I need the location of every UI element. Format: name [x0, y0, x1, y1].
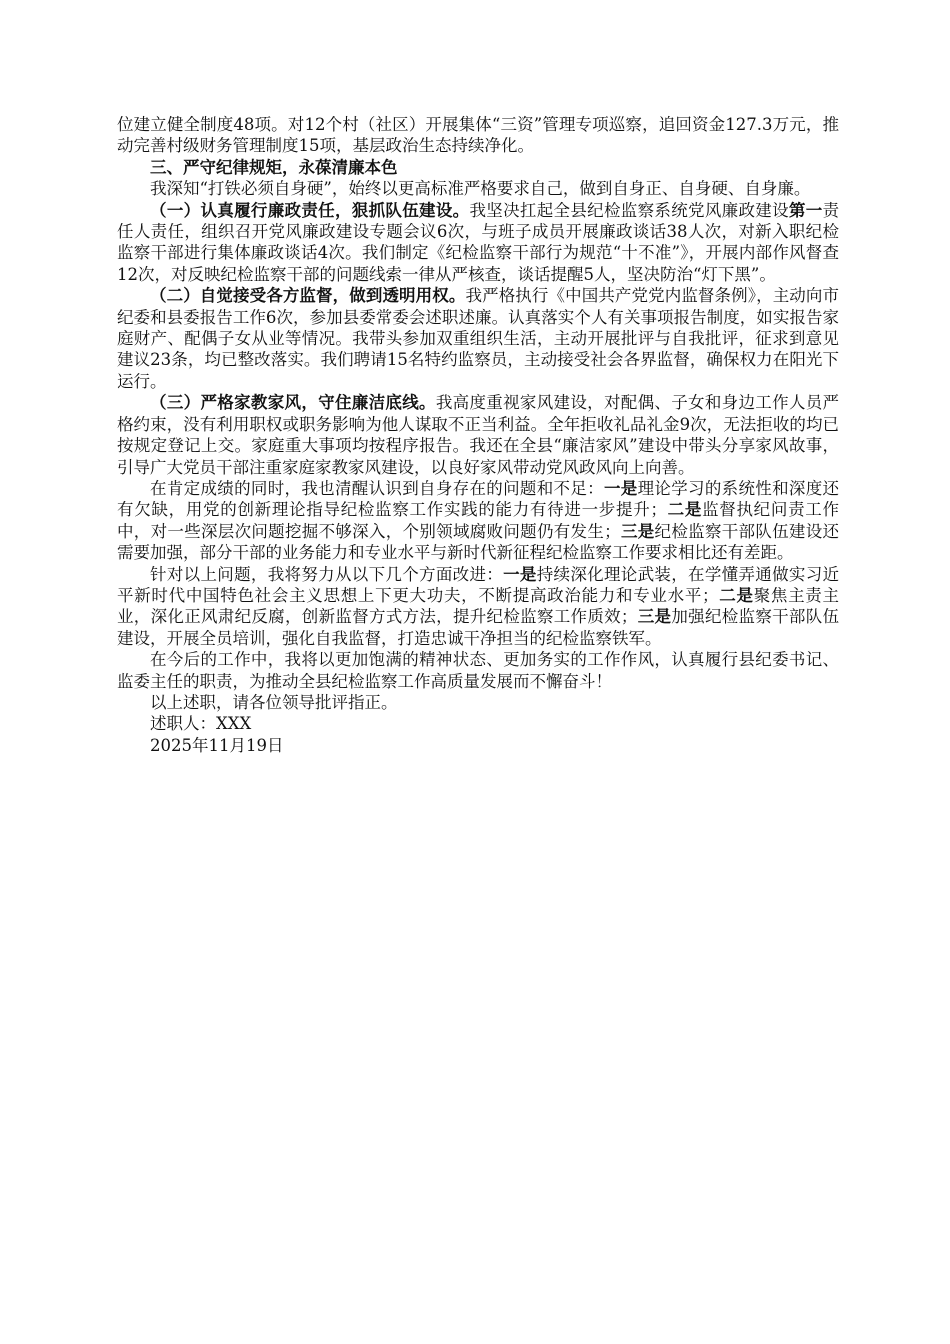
subsection-3-body: 我高度重视家风建设，对配偶、子女和身边工作人员严格约束，没有利用职权或职务影响为他人谋取不正当利益。全年拒收礼品礼金9次，无法拒收的均已按规定登记上交。家庭重大事项均按程序报告。我还在全县“廉洁家风”建设中带头分享家风故事，引导广大党员干部注重家庭家教家风建设，以良好家风带动党风政风向上向善。	[117, 393, 839, 477]
improvements-key-3: 三是	[637, 607, 672, 627]
improvements-item-1: 持续深化理论武装，在学懂弄通做实习近平新时代中国特色社会主义思想上下更大功夫，不断提高政治能力和专业水平；	[117, 564, 839, 605]
paragraph-subsection-2	[117, 285, 839, 392]
subsection-1-emphasis: 第一	[788, 200, 823, 220]
paragraph-continuation: 位建立健全制度48项。对12个村（社区）开展集体“三资”管理专项巡察，追回资金127.3万元，推动完善村级财务管理制度15项，基层政治生态持续净化。	[117, 115, 839, 156]
subsection-3-title: （三）严格家教家风，守住廉洁底线。	[150, 393, 436, 413]
improvements-key-2: 二是	[718, 585, 754, 605]
date-line: 2025年11月19日	[150, 735, 284, 755]
improvements-intro: 针对以上问题，我将努力从以下几个方面改进：	[150, 564, 504, 584]
problems-key-2: 二是	[666, 500, 703, 520]
problems-item-2: 监督执纪问责工作中，对一些深层次问题挖掘不够深入，个别领域腐败问题仍有发生；	[117, 500, 840, 541]
subsection-1-body-a: 我坚决扛起全县纪检监察系统党风廉政建设	[469, 200, 789, 220]
improvements-item-2: 聚焦主责主业，深化正风肃纪反腐，创新监督方式方法，提升纪检监察工作质效；	[117, 585, 840, 627]
problems-intro: 在肯定成绩的同时，我也清醒认识到自身存在的问题和不足：	[150, 478, 604, 498]
subsection-1-title: （一）认真履行廉政责任，狠抓队伍建设。	[150, 200, 470, 220]
problems-item-3: 纪检监察干部队伍建设还需要加强，部分干部的业务能力和专业水平与新时代新征程纪检监察工作要求相比还有差距。	[117, 521, 840, 563]
paragraph-problems	[117, 478, 839, 564]
document-page	[117, 114, 839, 756]
subsection-1-body-b: 责任人责任，组织召开党风廉政建设专题会议6次，与班子成员开展廉政谈话38人次，对新入职纪检监察干部进行集体廉政谈话4次。我们制定《纪检监察干部行为规范“十不准”》，开展内部作风督查12次，对反映纪检监察干部的问题线索一律从严核查，谈话提醒5人，坚决防治“灯下黑”。	[117, 200, 839, 284]
paragraph-improvements	[117, 564, 839, 650]
problems-item-1: 理论学习的系统性和深度还有欠缺，用党的创新理论指导纪检监察工作实践的能力有待进一步提升；	[117, 478, 839, 520]
paragraph-future: 在今后的工作中，我将以更加饱满的精神状态、更加务实的工作作风，认真履行县纪委书记、监委主任的职责，为推动全县纪检监察工作高质量发展而不懈奋斗！	[117, 650, 839, 691]
problems-key-1: 一是	[603, 478, 638, 498]
paragraph-subsection-1	[117, 200, 839, 286]
paragraph-closing: 以上述职，请各位领导批评指正。	[150, 692, 398, 712]
section-heading-3: 三、严守纪律规矩，永葆清廉本色	[150, 157, 398, 177]
signer-line: 述职人：XXX	[150, 714, 252, 734]
improvements-key-1: 一是	[503, 564, 537, 584]
paragraph-intro: 我深知“打铁必须自身硬”，始终以更高标准严格要求自己，做到自身正、自身硬、自身廉。	[150, 179, 811, 199]
problems-key-3: 三是	[620, 521, 655, 541]
paragraph-subsection-3	[117, 392, 839, 478]
subsection-2-body: 我严格执行《中国共产党党内监督条例》，主动向市纪委和县委报告工作6次，参加县委常委会述职述廉。认真落实个人有关事项报告制度，如实报告家庭财产、配偶子女从业等情况。我带头参加双重组织生活，主动开展批评与自我批评，征求到意见建议23条，均已整改落实。我们聘请15名特约监察员，主动接受社会各界监督，确保权力在阳光下运行。	[117, 286, 840, 391]
subsection-2-title: （二）自觉接受各方监督，做到透明用权。	[150, 286, 466, 306]
improvements-item-3: 加强纪检监察干部队伍建设，开展全员培训，强化自我监督，打造忠诚干净担当的纪检监察铁军。	[117, 607, 840, 648]
